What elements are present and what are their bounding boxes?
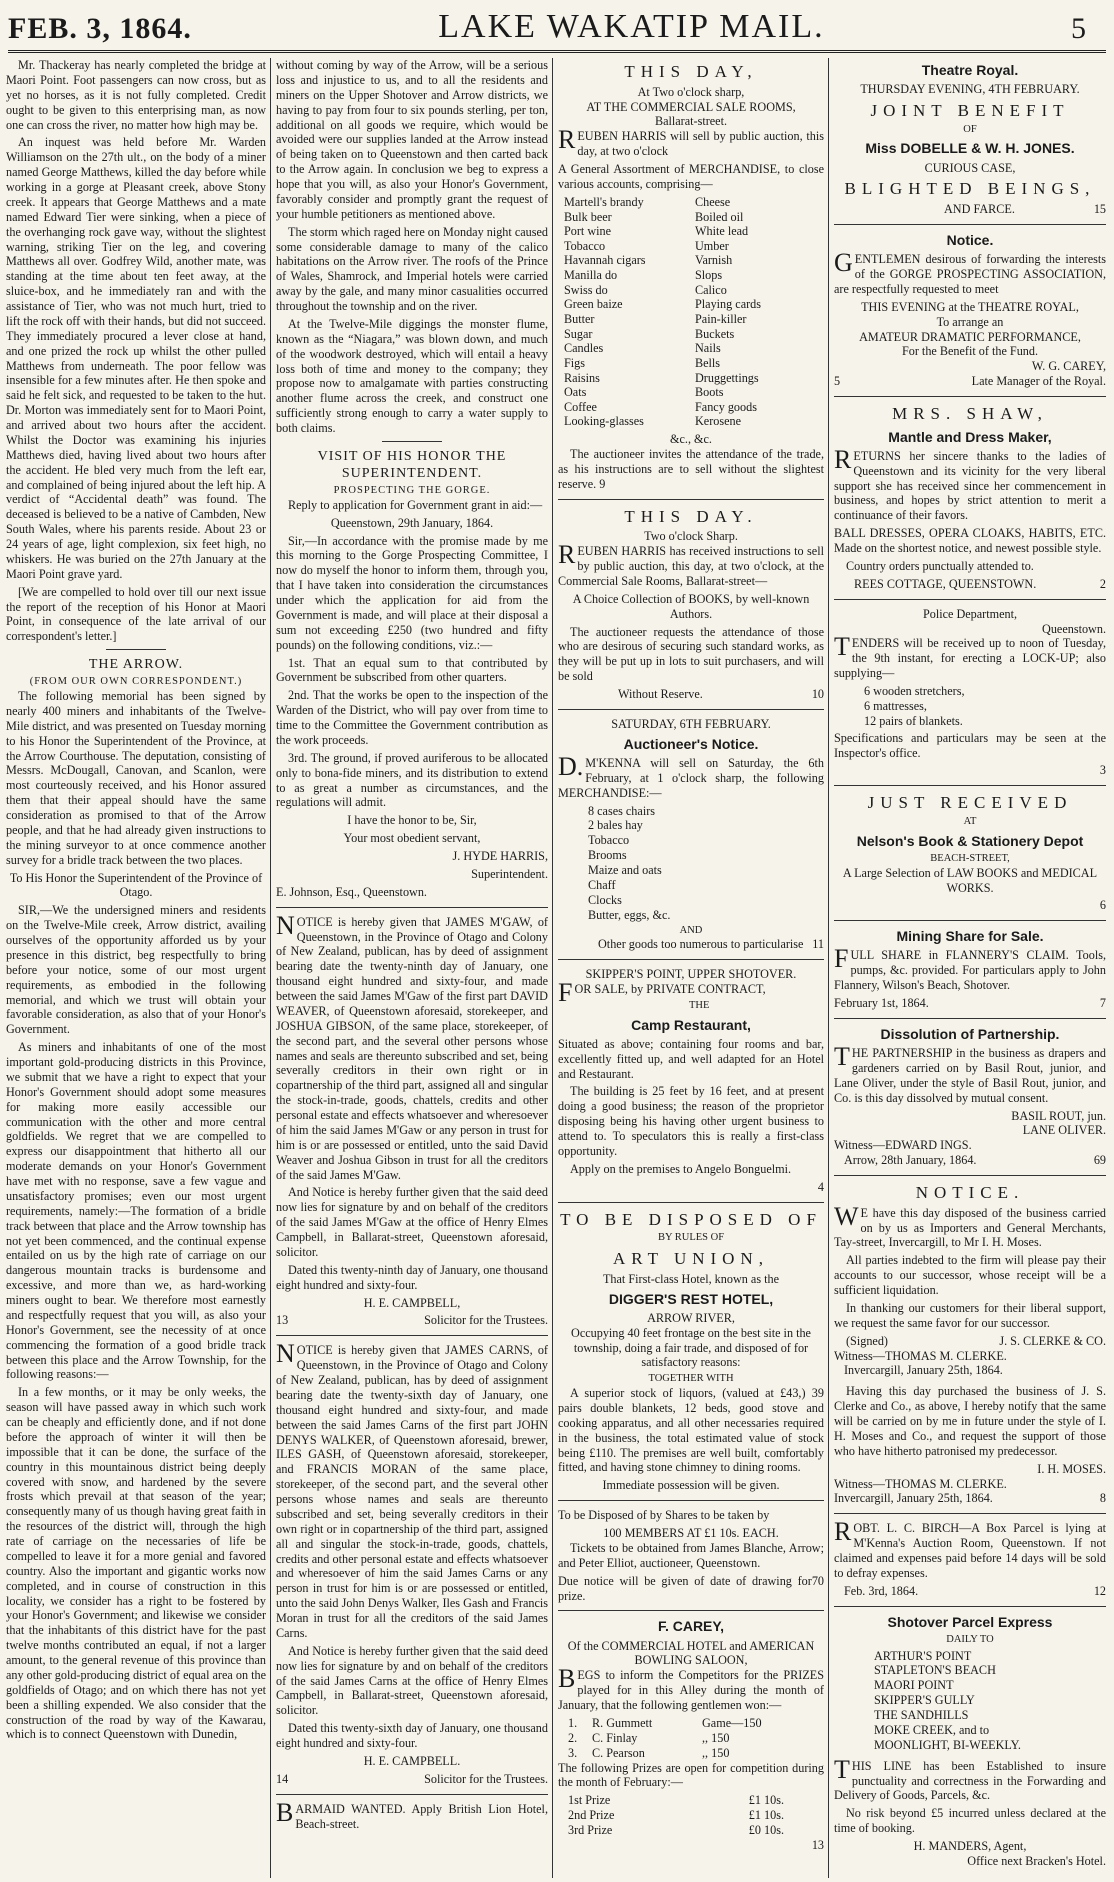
article-paragraph: without coming by way of the Arrow, will be a serious loss and injustice to us, and to all the residents and miners on the Upper Shotover and Arrow districts, we having to pay from four to six pounds sterling, per ton, additional on all goods we require, which would be avoided were our supplies landed at the Arrow instead of being taken on to Queenstown and then carted back to the Arrow again. In conclusion we beg to express a hope that you will, as also your Honor's Government, favorably consider and promptly grant the request of your humble petitioners as mentioned above.	[276, 58, 548, 221]
supplies-list	[864, 684, 1106, 729]
ad-number: 12	[1093, 1583, 1106, 1598]
article-paragraph: Reply to application for Government grant in aid:—	[288, 497, 543, 512]
ad-heading: TO BE DISPOSED OF	[560, 1209, 822, 1229]
divider	[558, 1202, 824, 1203]
merchandise-list	[588, 804, 824, 923]
signature-role: Superintendent.	[471, 866, 548, 881]
merchandise-item: Boiled oil	[695, 209, 744, 224]
merchandise-item: Raisins	[564, 370, 600, 385]
ad-body: The building is 25 feet by 16 feet, and at present doing a good business; the reason of the proprietor disposing being his having other urgent business to attend to. To speculators this is really a first-class opportunity.	[558, 1084, 824, 1158]
ad-line: AND	[679, 924, 703, 936]
merchandise-item: Green baize	[564, 297, 623, 312]
ad-heading: Dissolution of Partnership.	[880, 1025, 1060, 1042]
ad-number: 8	[1099, 1491, 1106, 1506]
article-paragraph: 1st. That an equal sum to that contributed by Government be subscribed from other quarters.	[276, 655, 548, 685]
article-paragraph: At the Twelve-Mile diggings the monster flume, known as the “Niagara,” was blown down, and much of the woodwork destroyed, which will entail a heavy loss both of time and money to the company; they propose now to amalgamate with parties constructing another flume across the creek, and construct one sufficiently strong enough to carry a water supply to both claims.	[276, 316, 548, 435]
merchandise-item: Candles	[564, 341, 604, 356]
ad-line: TOGETHER WITH	[648, 1373, 734, 1385]
ad-line: BEACH-STREET,	[930, 852, 1010, 864]
merchandise-item: Kerosene	[695, 414, 742, 429]
legal-notice: And Notice is hereby further given that the said deed now lies for signature by and on behalf of the creditors of the said James M'Gaw at the office of Henry Elmes Campbell, in Ballarat-street, Queenstown aforesaid, solicitor.	[276, 1185, 548, 1259]
merchandise-item: Port wine	[564, 224, 612, 239]
winner-score: ,, 150	[702, 1745, 730, 1760]
signature-name: H. E. CAMPBELL,	[363, 1295, 461, 1310]
article-paragraph: SIR,—We the undersigned miners and residents on the Twelve-Mile creek, Arrow district, availing ourselves of the opportunity afforded us by your presence in this district, beg respectfully to bring before your notice, some of our most urgent requirements, as embodied in the following memorial, and which we trust will obtain your favorable consideration, as also that of your Honor's Government.	[6, 903, 266, 1037]
signature-name: J. HYDE HARRIS,	[452, 849, 548, 864]
ad-body: D.M'KENNA will sell on Saturday, the 6th February, at 1 o'clock sharp, the following MERCHANDISE:—	[558, 751, 824, 800]
merchandise-item: Bulk beer	[564, 209, 612, 224]
ad-line: OF	[963, 123, 977, 135]
ad-body: ROBT. L. C. BIRCH—A Box Parcel is lying at M'Kenna's Auction Room, Queenstown. If not claimed and expenses paid before 14 days will be sold to defray expenses.	[834, 1517, 1106, 1580]
ad-body: Specifications and particulars may be seen at the Inspector's office.	[834, 730, 1106, 760]
ad-heading: NOTICE.	[915, 1183, 1025, 1202]
merchandise-list-right	[695, 195, 818, 429]
merchandise-item: Playing cards	[695, 297, 762, 312]
column-3	[558, 58, 824, 1878]
ad-line: 100 MEMBERS AT £1 10s. EACH.	[603, 1526, 779, 1541]
signature-role: Late Manager of the Royal.	[971, 374, 1106, 389]
divider	[382, 441, 442, 442]
signature-line: Your most obedient servant,	[343, 831, 481, 846]
signature-role: Solicitor for the Trustees.	[424, 1313, 548, 1328]
ad-date: Feb. 3rd, 1864.	[844, 1583, 919, 1598]
merchandise-item: Swiss do	[564, 282, 608, 297]
winner-rank: 3.	[568, 1745, 578, 1760]
article-paragraph: Sir,—In accordance with the promise made by me this morning to the Gorge Prospecting Committee, I now do myself the honor to inform them, through you, that I have taken into consideration the circumstances under which the application for aid from the Government is made, and will place at their disposal a sum not exceeding £250 (two hundred and fifty pounds) on the following conditions, viz.:—	[276, 533, 548, 652]
ad-line: For the Benefit of the Fund.	[901, 344, 1039, 359]
legal-notice: NOTICE is hereby given that JAMES M'GAW, of Queenstown, in the Province of Otago and Colony of New Zealand, publican, has by deed of assignment bearing date the twenty-ninth day of January, one thousand eight hundred and sixty-four, and made between the said James M'Gaw of the first part DAVID WEAVER, of Queenstown aforesaid, storekeeper, and JOSHUA GIBSON, of the same place, storekeeper, of the second part, and the several other persons whose names and seals are thereunto subscribed and set, being severally creditors in their own right or in copartnership of the third part, assigned all and singular the stock-in-trade, goods, chattels, credits and other personal estate and effects whatsoever and wheresoever of him the said James M'Gaw or any person in trust for him is or are possessed or entitled, unto the said David Weaver and Joshua Gibson in trust for all the creditors of the said James M'Gaw.	[276, 910, 548, 1182]
merchandise-item: White lead	[695, 224, 749, 239]
ad-body: A superior stock of liquors, (valued at £43,) 39 pairs double blankets, 12 beds, good stove and cooking apparatus, and all other necessaries required in the business, the total estimated value of stock being £110. The premises are well built, comfortably fitted, and having stone chimney to dining rooms.	[558, 1386, 824, 1475]
ad-date: Invercargill, January 25th, 1864.	[844, 1363, 1003, 1378]
signature-name: J. S. CLERKE & CO.	[999, 1333, 1106, 1348]
ad-footer	[834, 374, 1106, 389]
article-paragraph: 2nd. That the works be open to the inspection of the Warden of the District, who will pay over from time to time to the Committee the Government contribution as the work proceeds.	[276, 688, 548, 747]
stop-item: MAORI POINT	[874, 1678, 954, 1693]
ad-line: DAILY TO	[946, 1633, 994, 1645]
ad-body: The following Prizes are open for competition during the month of February:—	[558, 1760, 824, 1790]
ad-line: That First-class Hotel, known as the	[602, 1271, 779, 1286]
witness-line: Witness—THOMAS M. CLERKE.	[834, 1476, 1007, 1491]
ad-body: A Choice Collection of BOOKS, by well-known Authors.	[572, 591, 810, 621]
ad-line: Due notice will be given of date of drawing for prize.	[558, 1573, 812, 1603]
prizes-list	[558, 1793, 824, 1838]
merchandise-item: Havannah cigars	[564, 253, 646, 268]
ad-line: Two o'clock Sharp.	[644, 529, 738, 544]
ad-heading: ART UNION,	[613, 1249, 769, 1269]
ad-line: AMATEUR DRAMATIC PERFORMANCE,	[859, 329, 1081, 344]
supply-item: 6 mattresses,	[864, 698, 927, 713]
ad-footer	[834, 1491, 1106, 1506]
stops-list	[874, 1649, 1106, 1753]
ad-footer	[558, 687, 824, 702]
merchandise-item: Cheese	[695, 194, 731, 209]
ad-number: 6	[1099, 898, 1106, 913]
ad-body: A General Assortment of MERCHANDISE, to close various accounts, comprising—	[558, 162, 824, 191]
supply-item: 6 wooden stretchers,	[864, 684, 965, 699]
signature-name: H. MANDERS, Agent,	[913, 1839, 1027, 1854]
ad-heading: BLIGHTED BEINGS,	[844, 179, 1096, 199]
divider	[834, 785, 1106, 786]
divider	[558, 499, 824, 500]
ad-heading: SKIPPER'S POINT, UPPER SHOTOVER.	[585, 967, 797, 982]
divider	[276, 1794, 548, 1795]
divider	[834, 1175, 1106, 1176]
ad-name: Camp Restaurant,	[631, 1016, 751, 1033]
ad-body: RETURNS her sincere thanks to the ladies of Queenstown and its vicinity for the very liberal support she has received since her commencement in business, and hopes by strict attention to merit a continuance of their favors.	[834, 444, 1106, 523]
merchandise-item: Sugar	[564, 326, 593, 341]
article-paragraph: As miners and inhabitants of one of the most important gold-producing districts in this Province, we submit that we have a right to expect that your Honor's Government should adopt some measures for making more easily accessible our communication with the other and more central goldfields. We regret that we are compelled to express our disappointment that hitherto all our moderate demands on your Honor's Government have met with no response, save a few vague and unsatisfactory promises; even our most urgent requirements, namely:—The formation of a bridle track between that place and the Arrow township has not yet been commenced, and the continual expense entailed on us by the high rate of carriage on our dangerous mountain tracks is burdensome and excessive, and more than we, as hard-working miners ought to bear. We therefore most earnestly and respectfully request that you will, as also your Honor's Government, see the necessity of at once commencing the formation of a good bridle track between this place and the Arrow Township, for the following reasons:—	[6, 1040, 266, 1382]
divider	[834, 224, 1106, 225]
issue-date: FEB. 3, 1864.	[8, 12, 192, 45]
ad-line: &c., &c.	[670, 432, 712, 447]
article-paragraph: An inquest was held before Mr. Warden Williamson on the 27th ult., on the body of a miner named George Matthews, killed the day before while working in a gorge at Pleasant creek, above Stony creek. It appears that George Matthews and a mate named Edward Tier were sinking, when a piece of the overhanging rock gave way, without the slightest warning, striking Tier on the leg, and covering Matthews all over. Godfrey Wild, another mate, was standing at the time about ten feet away, at the sluice-box, and he immediately ran and with the assistance of Tier, who was not much hurt, tried to lift the rock off with their hands, but did not succeed. They immediately procured a lever close at hand, and one prized the rock up whilst the other pulled Matthews from underneath. The poor fellow was insensible for a few minutes after. He then spoke and said he felt sick, and requested to be taken to the hut. Dr. Morton was immediately sent for to Maori Point, and arrived about two hours after the accident. Whilst the Doctor was examining his injuries Matthews died, having lived about two hours after the accident. He bled very much from the left ear, and complained of being injured about the left hip. A verdict of “Accidental death” was found. The deceased is believed to be a native of Cambden, New South Wales, where his parents reside. About 23 or 24 years of age, light complexion, six feet high, no whiskers. He was buried on the 27th January at the Maori Point grave yard.	[6, 135, 266, 581]
divider	[558, 959, 824, 960]
ad-number: 9	[599, 476, 606, 491]
divider	[558, 1610, 824, 1611]
ad-footer	[834, 1584, 1106, 1599]
winner-score: Game—150	[702, 1715, 762, 1730]
prize-value: £0 10s.	[748, 1823, 784, 1838]
signature-name: BASIL ROUT, jun.	[1011, 1108, 1106, 1123]
divider	[834, 1606, 1106, 1607]
signature-row	[276, 1772, 548, 1787]
ad-body: Country orders punctually attended to.	[846, 558, 1034, 573]
merchandise-item: Boots	[695, 385, 724, 400]
merchandise-item: Tobacco	[588, 833, 630, 848]
merchandise-item: Oats	[564, 385, 587, 400]
merchandise-item: Pain-killer	[695, 311, 747, 326]
article-paragraph: Mr. Thackeray has nearly completed the bridge at Maori Point. Foot passengers can now cross, but as yet no horses, as it is not fully completed. Credit ought to be given to this enterprising man, as now one can cross the river, no matter how high may be.	[6, 58, 266, 132]
ad-body: REUBEN HARRIS has received instructions to sell by public auction, this day, at two o'clock, at the Commercial Sale Rooms, Ballarat-street—	[558, 540, 824, 588]
ad-body: THIS LINE has been Established to insure punctuality and correctness in the Forwarding and Delivery of Goods, Parcels, &c.	[834, 1754, 1106, 1803]
ad-number: 14	[276, 1771, 289, 1786]
merchandise-item: Druggettings	[695, 370, 759, 385]
article-paragraph: In a few months, or it may be only weeks, the season will have passed away in which such work can be cheaply and efficiently done, and if not done before the approach of winter it will then be impossible that it can be done, the surface of the country in this mountainous district being deeply covered with snow, and hardened by the severe frosts which prevail at that season of the year; consequently many of us though having great faith in the resources of the district will, through the high rate of carriage on the necessaries of life be compelled to leave it for a more genial and favored country. Also the important and gigantic works now completed, and in course of construction in this locality, we consider has a right to be fostered by your Honor's Government; and likewise we consider that the inhabitants of this district have for the past twelve months contributed an equal, if not a larger amount, to the general revenue of this province than any other gold-producing district of equal area on the goldfields of Otago; and on which there has not yet been a shilling expended. We also consider that the construction of the road by way of the Kawarau, which is to connect Queenstown with Dunedin,	[6, 1385, 266, 1742]
winner-row	[568, 1716, 824, 1731]
merchandise-item: Clocks	[588, 892, 622, 907]
stop-item: SKIPPER'S GULLY	[874, 1693, 975, 1708]
merchandise-item: Buckets	[695, 326, 735, 341]
section-subheading: PROSPECTING THE GORGE.	[333, 485, 491, 497]
stop-item: THE SANDHILLS	[874, 1708, 969, 1723]
prize-label: 1st Prize	[568, 1793, 611, 1808]
stop-item: ARTHUR'S POINT	[874, 1648, 972, 1663]
ad-body: GENTLEMEN desirous of forwarding the interests of the GORGE PROSPECTING ASSOCIATION, are respectfully requested to meet	[834, 248, 1106, 296]
ad-name: Nelson's Book & Stationery Depot	[856, 832, 1084, 849]
merchandise-item: 8 cases chairs	[588, 803, 656, 818]
ad-footer-text: The auctioneer invites the attendance of the trade, as his instructions are to sell without the slightest reserve.	[558, 446, 824, 491]
merchandise-item: Manilla do	[564, 268, 618, 283]
ad-heading: Mining Share for Sale.	[896, 928, 1044, 945]
ad-heading: THIS DAY.	[624, 506, 758, 526]
column-1	[6, 58, 266, 1878]
ad-footer	[558, 1574, 824, 1604]
ad-name: DIGGER'S REST HOTEL,	[608, 1290, 774, 1307]
ad-body: WE have this day disposed of the business carried on by us as Importers and General Merchants, Tay-street, Invercargill, to Mr I. H. Moses.	[834, 1201, 1106, 1250]
merchandise-item: Umber	[695, 238, 729, 253]
ad-body: THE PARTNERSHIP in the business as drapers and gardeners carried on by Basil Rout, junior, and Lane Oliver, under the style of Basil Rout, junior, and Co. is this day dissolved by mutual consent.	[834, 1042, 1106, 1105]
ad-heading: Police Department,	[922, 606, 1018, 621]
merchandise-item: Brooms	[588, 848, 627, 863]
ad-heading: JOINT BENEFIT	[870, 100, 1070, 120]
ad-number: 11	[812, 937, 824, 952]
ad-line: REES COTTAGE, QUEENSTOWN.	[854, 576, 1037, 591]
winner-rank: 1.	[568, 1715, 578, 1730]
masthead-rule	[8, 50, 1106, 53]
prize-value: £1 10s.	[748, 1808, 784, 1823]
ad-number: 70	[811, 1573, 824, 1588]
ad-body: BALL DRESSES, OPERA CLOAKS, HABITS, ETC. Made on the shortest notice, and newest possible style.	[834, 526, 1106, 556]
ad-body: FOR SALE, by PRIVATE CONTRACT,	[558, 978, 766, 1008]
ad-line: At Two o'clock sharp,	[637, 84, 745, 99]
ad-heading: MRS. SHAW,	[892, 404, 1048, 423]
legal-notice: NOTICE is hereby given that JAMES CARNS, of Queenstown, in the Province of Otago and Colony of New Zealand, publican, has by deed of assignment bearing date the twenty-sixth day of January, one thousand eight hundred and sixty-four, and made between the said James Carns of the first part JOHN DENYS WALKER, of Queenstown aforesaid, brewer, ILES GASH, of Queenstown aforesaid, storekeeper, and FRANCIS MORAN of the same place, storekeeper, of the second part, and the several other persons whose names and seals are thereunto subscribed and set, being severally creditors in their own right or in copartnership of the third part, assigned all and singular the stock-in-trade, goods, chattels, credits and other personal estate and effects whatsoever and wheresoever of him the said James Carns or any person in trust for him is or are possessed or entitled, unto the said John Denys Walker, Iles Gash and Francis Moran in trust for all the creditors of the said James Carns.	[276, 1339, 548, 1640]
section-heading: VISIT OF HIS HONOR THE SUPERINTENDENT.	[317, 448, 507, 481]
ad-line: Office next Bracken's Hotel.	[967, 1853, 1106, 1868]
letter-date: Queenstown, 29th January, 1864.	[330, 515, 494, 530]
legal-notice: And Notice is hereby further given that the said deed now lies for signature by and on behalf of the creditors of the said James Carns at the office of Henry Elmes Campbell, in Ballarat-street, Queenstown aforesaid, solicitor.	[276, 1643, 548, 1718]
merchandise-item: Bells	[695, 355, 721, 370]
ad-number: 2	[1099, 576, 1106, 591]
article-paragraph: The storm which raged here on Monday night caused some considerable damage to many of the calico habitations on the Arrow river. The roofs of the Prince of Wales, Shamrock, and Imperial hotels were carried away by the gale, and many minor casualities occurred throughout the township and on the river.	[276, 224, 548, 313]
ad-number: 7	[1099, 996, 1106, 1011]
prize-row	[568, 1808, 784, 1823]
prize-label: 3rd Prize	[568, 1823, 613, 1838]
ad-subheading: Mantle and Dress Maker,	[888, 428, 1052, 445]
legal-notice: Dated this twenty-ninth day of January, one thousand eight hundred and sixty-four.	[276, 1262, 548, 1292]
column-divider	[270, 58, 271, 1878]
ad-heading: Auctioneer's Notice.	[623, 735, 759, 752]
ad-name: F. CAREY,	[657, 1618, 725, 1635]
signature-row	[834, 1334, 1106, 1349]
merchandise-item: Maize and oats	[588, 863, 662, 878]
winner-rank: 2.	[568, 1730, 578, 1745]
ad-line: ARROW RIVER,	[647, 1310, 735, 1325]
ad-body: TENDERS will be received up to noon of Tuesday, the 9th instant, for erecting a LOCK-UP; also supplying—	[834, 632, 1106, 681]
ad-body: The auctioneer requests the attendance of those who are desirous of securing such standard works, as they will be put up in lots to suit purchasers, and will be sold	[558, 624, 824, 684]
winner-row	[568, 1746, 824, 1761]
column-divider	[552, 58, 553, 1878]
prize-value: £1 10s.	[748, 1793, 784, 1808]
merchandise-item: Slops	[695, 268, 723, 283]
masthead	[8, 6, 1106, 46]
merchandise-item: Butter, eggs, &c.	[588, 907, 671, 922]
ad-line: To arrange an	[936, 314, 1004, 329]
column-divider	[828, 58, 829, 1878]
section-heading: THE ARROW.	[88, 657, 184, 673]
ad-heading: Notice.	[946, 232, 994, 249]
section-subheading: (FROM OUR OWN CORRESPONDENT.)	[29, 676, 243, 688]
newspaper-title: LAKE WAKATIP MAIL.	[438, 8, 825, 45]
ad-heading: JUST RECEIVED	[867, 793, 1073, 813]
merchandise-item: Coffee	[564, 399, 597, 414]
ad-number: 13	[811, 1837, 824, 1852]
column-2	[276, 58, 548, 1878]
winner-name: C. Finlay	[592, 1730, 638, 1745]
winner-score: ,, 150	[702, 1730, 730, 1745]
merchandise-list	[564, 195, 818, 429]
ad-line: Other goods too numerous to particularise	[598, 937, 804, 952]
ad-number: 10	[811, 687, 824, 702]
divider	[276, 1335, 548, 1336]
ad-body: Tickets to be obtained from James Blanche, Arrow; and Peter Elliot, auctioneer, Queenstown.	[558, 1540, 824, 1570]
ad-number: 5	[834, 374, 841, 389]
ad-footer	[558, 937, 824, 952]
merchandise-list-left	[564, 195, 687, 429]
ad-body: No risk beyond £5 incurred unless declared at the time of booking.	[834, 1806, 1106, 1836]
ad-heading: Theatre Royal.	[921, 62, 1019, 78]
merchandise-item: Tobacco	[564, 238, 606, 253]
ad-line: CURIOUS CASE,	[924, 160, 1016, 175]
ad-body: A Large Selection of LAW BOOKS and MEDICAL WORKS.	[842, 865, 1098, 895]
divider	[834, 599, 1106, 600]
divider	[276, 907, 548, 908]
prize-row	[568, 1823, 784, 1838]
ad-name: Miss DOBELLE & W. H. JONES.	[865, 140, 1075, 157]
witness-line: Witness—THOMAS M. CLERKE.	[834, 1348, 1007, 1363]
signature-row	[276, 1313, 548, 1328]
merchandise-item: Fancy goods	[695, 399, 757, 414]
ad-body: Immediate possession will be given.	[602, 1478, 780, 1493]
ad-date: February 1st, 1864.	[834, 996, 929, 1011]
winner-name: C. Pearson	[592, 1745, 645, 1760]
page-number: 5	[1071, 12, 1086, 45]
winner-name: R. Gummett	[592, 1715, 653, 1730]
ad-body: FULL SHARE in FLANNERY'S CLAIM. Tools, pumps, &c. provided. For particulars apply to John Flannery, Wilson's Beach, Shotover.	[834, 944, 1106, 993]
merchandise-item: Looking-glasses	[564, 414, 644, 429]
signature-line: I have the honor to be, Sir,	[347, 813, 477, 828]
ad-footer	[834, 996, 1106, 1011]
stop-item: MOONLIGHT, BI-WEEKLY.	[874, 1737, 1021, 1752]
stop-item: STAPLETON'S BEACH	[874, 1663, 996, 1678]
ad-body: All parties indebted to the firm will please pay their accounts to our successor, whose receipt will be a sufficient liquidation.	[834, 1253, 1106, 1298]
signature-name: LANE OLIVER.	[1022, 1123, 1106, 1138]
ad-number: 13	[276, 1313, 289, 1328]
ad-heading: Shotover Parcel Express	[887, 1613, 1053, 1630]
stop-item: MOKE CREEK, and to	[874, 1722, 990, 1737]
ad-line: BY RULES OF	[657, 1232, 725, 1244]
signature-name: W. G. CAREY,	[1031, 359, 1106, 374]
ad-footer	[834, 577, 1106, 592]
legal-notice: Dated this twenty-sixth day of January, one thousand eight hundred and sixty-four.	[276, 1721, 548, 1751]
addressee: E. Johnson, Esq., Queenstown.	[276, 884, 427, 899]
divider	[834, 920, 1106, 921]
divider	[834, 1018, 1106, 1019]
ad-number: 15	[1093, 202, 1106, 217]
ad-line: AT THE COMMERCIAL SALE ROOMS,	[586, 99, 796, 114]
editor-note: [We are compelled to hold over till our next issue the report of the reception of his Honor at Maori Point, in consequence of the late arrival of our correspondent's letter.]	[6, 584, 266, 644]
ad-number: 4	[817, 1179, 824, 1194]
ad-line: Ballarat-street.	[654, 114, 728, 129]
ad-line: THE	[689, 999, 710, 1011]
ad-line: THIS EVENING at the THEATRE ROYAL,	[861, 299, 1079, 314]
signature-name: H. E. CAMPBELL.	[363, 1753, 461, 1768]
article-paragraph: To His Honor the Superintendent of the Province of Otago.	[9, 870, 263, 900]
merchandise-item: Chaff	[588, 877, 616, 892]
ad-date: Invercargill, January 25th, 1864.	[834, 1491, 993, 1506]
ad-date: SATURDAY, 6TH FEBRUARY.	[611, 716, 771, 731]
divider	[834, 396, 1106, 397]
ad-line: Without Reserve.	[618, 687, 703, 702]
ad-body	[558, 447, 824, 492]
ad-body: Apply on the premises to Angelo Bonguelmi.	[570, 1161, 792, 1176]
signed-label: (Signed)	[846, 1333, 888, 1348]
ad-line: AND FARCE.	[944, 202, 1015, 217]
ad-line: THURSDAY EVENING, 4TH FEBRUARY.	[860, 82, 1080, 97]
divider	[558, 1500, 824, 1501]
signature-name: I. H. MOSES.	[1037, 1461, 1106, 1476]
divider	[834, 1513, 1106, 1514]
merchandise-item: Martell's brandy	[564, 194, 644, 209]
ad-line: Of the COMMERCIAL HOTEL and AMERICAN BOWLING SALOON,	[567, 1638, 815, 1668]
prize-row	[568, 1793, 784, 1808]
classified-ad: BARMAID WANTED. Apply British Lion Hotel, Beach-street.	[276, 1797, 548, 1831]
ad-body: In thanking our customers for their liberal support, we request the same favor for our successor.	[834, 1300, 1106, 1330]
divider	[558, 709, 824, 710]
ad-number: 69	[1093, 1153, 1106, 1168]
ad-body: To be Disposed of by Shares to be taken by	[558, 1508, 770, 1523]
winner-row	[568, 1731, 824, 1746]
ad-date: Arrow, 28th January, 1864.	[844, 1153, 977, 1168]
signature-role: Solicitor for the Trustees.	[424, 1771, 548, 1786]
article-paragraph: The following memorial has been signed by nearly 400 miners and inhabitants of the Twelve-Mile district, and was presented on Tuesday morning to his Honor the Superintendent of the Province, at the Arrow Courthouse. The deputation, consisting of Messrs. McDougall, Canovan, and Scanlon, were most courteously received, and his Honor assured them that their appeal should have the same consideration as promised to that of the Arrow people, and that he had already given instructions to the mining surveyor to at once commence another survey for a bridle track between the two places.	[6, 689, 266, 867]
ad-line: AT	[963, 816, 977, 828]
winners-list	[558, 1716, 824, 1761]
ad-footer	[834, 1153, 1106, 1168]
ad-body: Having this day purchased the business of J. S. Clerke and Co., as above, I hereby notify that the same will be carried on by me in future under the style of I. H. Moses and Co., and request the support of those who have hitherto patronised my predecessor.	[834, 1384, 1106, 1458]
ad-line: Queenstown.	[1042, 621, 1106, 636]
merchandise-item: Varnish	[695, 253, 733, 268]
merchandise-item: Figs	[564, 355, 586, 370]
merchandise-item: Butter	[564, 311, 595, 326]
article-paragraph: 3rd. The ground, if proved auriferous to be allocated only to bona-fide miners, and its distribution to extend to as great a number as circumstances, and the regulations will admit.	[276, 750, 548, 810]
ad-body: Situated as above; containing four rooms and bar, excellently fitted up, and well adapted for an Hotel and Restaurant.	[558, 1036, 824, 1081]
ad-heading: THIS DAY,	[624, 62, 758, 81]
ad-number: 3	[1099, 763, 1106, 778]
witness-line: Witness—EDWARD INGS.	[834, 1138, 972, 1153]
merchandise-item: 2 bales hay	[588, 818, 643, 833]
divider	[106, 649, 166, 650]
merchandise-item: Nails	[695, 341, 721, 356]
ad-footer	[834, 202, 1106, 217]
merchandise-item: Calico	[695, 282, 727, 297]
column-4	[834, 58, 1106, 1878]
supply-item: 12 pairs of blankets.	[864, 713, 963, 728]
ad-body: BEGS to inform the Competitors for the PRIZES played for in this Alley during the month of January, that the following gentlemen won:—	[558, 1664, 824, 1713]
ad-body: REUBEN HARRIS will sell by public auction, this day, at two o'clock	[558, 125, 824, 159]
ad-body: Occupying 40 feet frontage on the best site in the township, doing a fair trade, and disposed of for satisfactory reasons:	[571, 1325, 811, 1370]
prize-label: 2nd Prize	[568, 1808, 615, 1823]
